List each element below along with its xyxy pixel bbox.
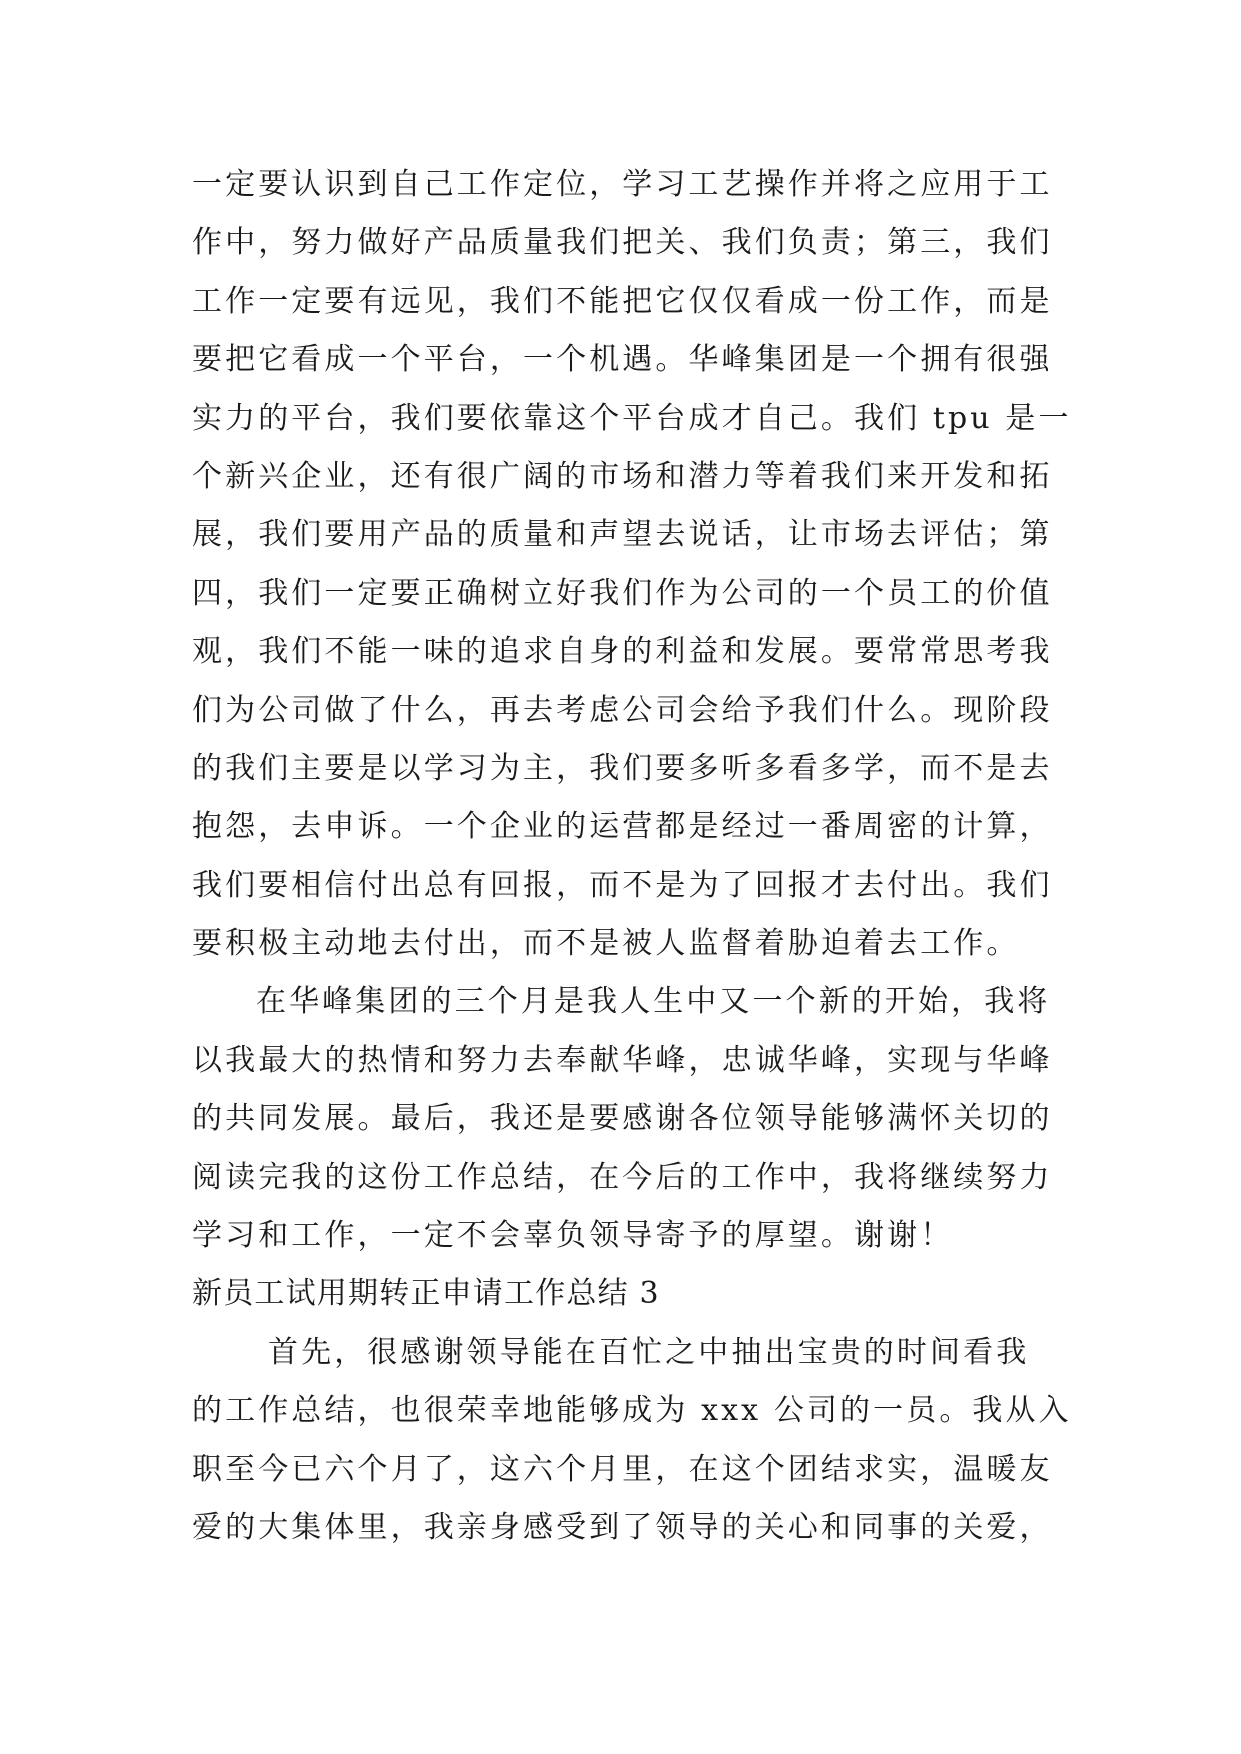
text-line: 一定要认识到自己工作定位，学习工艺操作并将之应用于工 [192,167,1053,202]
text-line: 实力的平台，我们要依靠这个平台成才自己。我们 tpu 是一 [192,400,1072,436]
text-line: 观，我们不能一味的追求自身的利益和发展。要常常思考我 [192,634,1053,670]
text-line: 展，我们要用产品的质量和声望去说话，让市场去评估；第 [192,517,1053,553]
text-line: 工作一定要有远见，我们不能把它仅仅看成一份工作，而是 [192,283,1053,319]
text-line: 以我最大的热情和努力去奉献华峰，忠诚华峰，实现与华峰 [192,1042,1053,1078]
text-line: 的我们主要是以学习为主，我们要多听多看多学，而不是去 [192,750,1053,786]
body-text [192,156,1072,1557]
text-line: 学习和工作，一定不会辜负领导寄予的厚望。谢谢！ [192,1218,954,1254]
text-line: 的共同发展。最后，我还是要感谢各位领导能够满怀关切的 [192,1101,1053,1137]
text-line: 我们要相信付出总有回报，而不是为了回报才去付出。我们 [192,867,1053,903]
paragraph-start-line: 首先，很感谢领导能在百忙之中抽出宝贵的时间看我 [268,1334,1030,1370]
section-heading: 新员工试用期转正申请工作总结 3 [192,1276,660,1312]
text-line: 阅读完我的这份工作总结，在今后的工作中，我将继续努力 [192,1159,1053,1195]
text-line: 抱怨，去申诉。一个企业的运营都是经过一番周密的计算， [192,809,1053,845]
paragraph-start-line: 在华峰集团的三个月是我人生中又一个新的开始，我将 [256,984,1051,1020]
text-line: 四，我们一定要正确树立好我们作为公司的一个员工的价值 [192,575,1053,611]
text-line: 职至今已六个月了，这六个月里，在这个团结求实，温暖友 [192,1451,1053,1487]
text-line: 爱的大集体里，我亲身感受到了领导的关心和同事的关爱， [192,1509,1053,1545]
text-line: 作中，努力做好产品质量我们把关、我们负责；第三，我们 [192,225,1053,261]
text-line: 个新兴企业，还有很广阔的市场和潜力等着我们来开发和拓 [192,458,1053,494]
text-line: 要把它看成一个平台，一个机遇。华峰集团是一个拥有很强 [192,342,1053,378]
text-line: 们为公司做了什么，再去考虑公司会给予我们什么。现阶段 [192,692,1053,728]
text-line: 要积极主动地去付出，而不是被人监督着胁迫着去工作。 [192,926,1020,962]
text-line: 的工作总结，也很荣幸地能够成为 xxx 公司的一员。我从入 [192,1393,1072,1429]
